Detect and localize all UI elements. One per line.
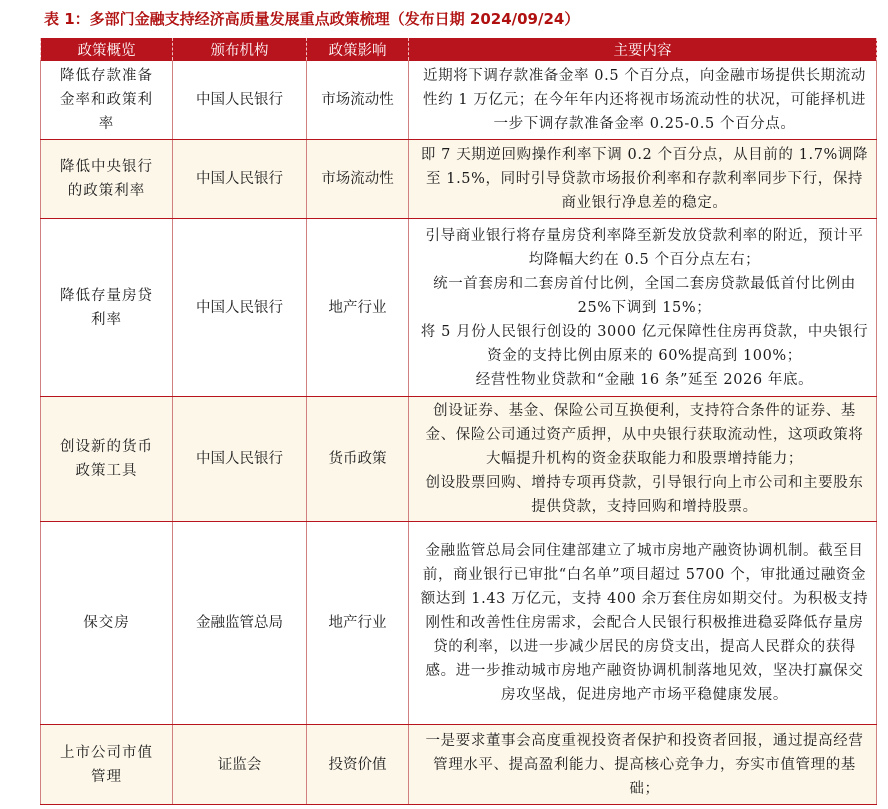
policy-overview: 保交房 — [41, 522, 173, 725]
content-line: 经营性物业贷款和“金融 16 条”延至 2026 年底。 — [475, 371, 814, 388]
policy-overview: 上市公司市值管理 — [41, 725, 173, 805]
policy-content — [409, 397, 877, 522]
content-line: 引导商业银行将存量房贷利率降至新发放贷款利率的附近，预计平均降幅大约在 0.5 个百分点左右； — [425, 227, 864, 268]
policy-content — [409, 140, 877, 219]
table-row — [41, 522, 877, 725]
policy-agency: 中国人民银行 — [173, 140, 307, 219]
content-line: 创设股票回购、增持专项再贷款，引导银行向上市公司和主要股东提供贷款，支持回购和增持股票。 — [425, 475, 864, 515]
header-overview: 政策概览 — [41, 38, 173, 61]
table-row — [41, 397, 877, 522]
policy-content — [409, 725, 877, 805]
policy-content — [409, 219, 877, 397]
header-impact: 政策影响 — [307, 38, 409, 61]
policy-agency: 中国人民银行 — [173, 397, 307, 522]
table-row — [41, 61, 877, 140]
policy-impact: 投资价值 — [307, 725, 409, 805]
policy-overview: 创设新的货币政策工具 — [41, 397, 173, 522]
content-line: 统一首套房和二套房首付比例，全国二套房贷款最低首付比例由 25%下调到 15%； — [433, 275, 856, 316]
header-agency: 颁布机构 — [173, 38, 307, 61]
content-line: 即 7 天期逆回购操作利率下调 0.2 个百分点，从目前的 1.7%调降至 1.5%，同时引导贷款市场报价利率和存款利率同步下行，保持商业银行净息差的稳定。 — [420, 147, 869, 211]
policy-overview: 降低存量房贷利率 — [41, 219, 173, 397]
table-row — [41, 219, 877, 397]
policy-agency: 中国人民银行 — [173, 61, 307, 140]
policy-content — [409, 61, 877, 140]
policy-agency: 金融监管总局 — [173, 522, 307, 725]
table-row — [41, 725, 877, 805]
policy-overview: 降低存款准备金率和政策利率 — [41, 61, 173, 140]
policy-agency: 证监会 — [173, 725, 307, 805]
policy-content — [409, 522, 877, 725]
header-row — [41, 38, 877, 61]
content-line: 将 5 月份人民银行创设的 3000 亿元保障性住房再贷款，中央银行资金的支持比例由原来的 60%提高到 100%； — [420, 323, 869, 364]
policy-overview: 降低中央银行的政策利率 — [41, 140, 173, 219]
policy-agency: 中国人民银行 — [173, 219, 307, 397]
content-line: 一是要求董事会高度重视投资者保护和投资者回报，通过提高经营管理水平、提高盈利能力、提高核心竞争力，夯实市值管理的基础； — [425, 732, 864, 797]
table-title: 表 1：多部门金融支持经济高质量发展重点政策梳理（发布日期 2024/09/24） — [44, 10, 580, 28]
policy-impact: 地产行业 — [307, 219, 409, 397]
table-row — [41, 140, 877, 219]
content-line: 创设证券、基金、保险公司互换便利，支持符合条件的证券、基金、保险公司通过资产质押，从中央银行获取流动性，这项政策将大幅提升机构的资金获取能力和股票增持能力； — [425, 403, 864, 467]
policy-impact: 市场流动性 — [307, 61, 409, 140]
policy-impact: 货币政策 — [307, 397, 409, 522]
policy-table — [40, 38, 877, 805]
policy-impact: 市场流动性 — [307, 140, 409, 219]
content-line: 金融监管总局会同住建部建立了城市房地产融资协调机制。截至目前，商业银行已审批“白名单”项目超过 5700 个，审批通过融资金额达到 1.43 万亿元，支持 400 余万套住房如期交付。为积极支持刚性和改善性住房需求，会配合人民银行积极推进稳妥降低存量房贷的利率，以进一步减少居民的房贷支出，提高人民群众的获得感。进一步推动城市房地产融资协调机制落地见效，坚决打赢保交房攻坚战，促进房地产市场平稳健康发展。 — [420, 543, 869, 703]
header-content: 主要内容 — [409, 38, 877, 61]
policy-impact: 地产行业 — [307, 522, 409, 725]
content-line: 近期将下调存款准备金率 0.5 个百分点，向金融市场提供长期流动性约 1 万亿元；在今年年内还将视市场流动性的状况，可能择机进一步下调存款准备金率 0.25-0.5 个百分点。 — [422, 68, 867, 132]
